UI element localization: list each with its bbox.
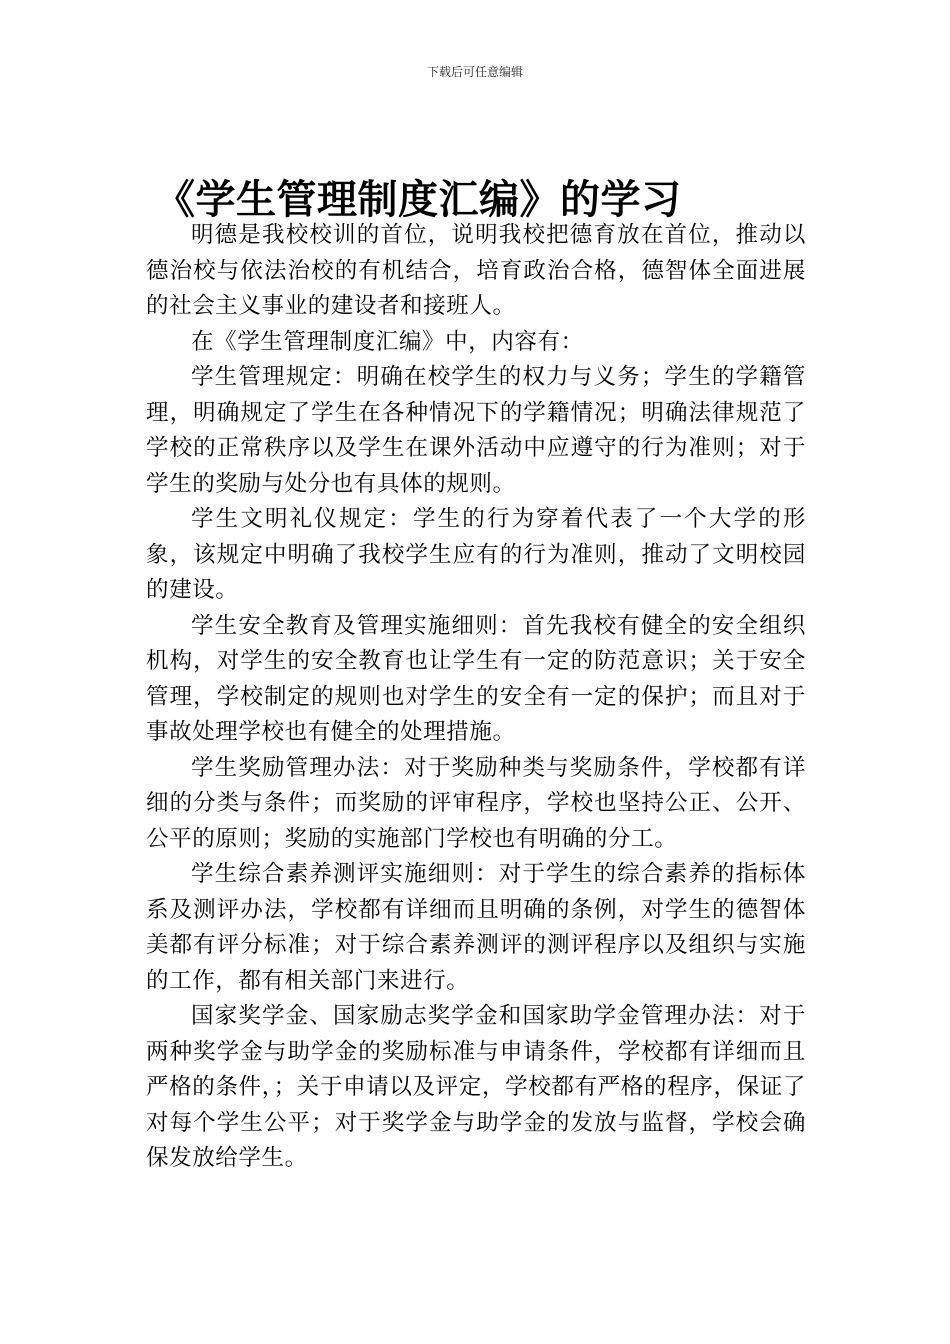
paragraph-scholarship-management: 国家奖学金、国家励志奖学金和国家助学金管理办法：对于两种奖学金与助学金的奖励标准与申请条件，学校都有详细而且严格的条件，；关于申请以及评定，学校都有严格的程序，保证了对每个学生公平；对于奖学金与助学金的发放与监督，学校会确保发放给学生。 bbox=[146, 1003, 806, 1171]
paragraph-intro: 明德是我校校训的首位，说明我校把德育放在首位，推动以德治校与依法治校的有机结合，培育政治合格，德智体全面进展的社会主义事业的建设者和接班人。 bbox=[146, 222, 806, 319]
paragraph-student-management-rules: 学生管理规定：明确在校学生的权力与义务；学生的学籍管理，明确规定了学生在各种情况下的学籍情况；明确法律规范了学校的正常秩序以及学生在课外活动中应遵守的行为准则；对于学生的奖励与处分也有具体的规则。 bbox=[146, 364, 806, 497]
paragraph-etiquette-rules: 学生文明礼仪规定：学生的行为穿着代表了一个大学的形象，该规定中明确了我校学生应有的行为准则，推动了文明校园的建设。 bbox=[146, 506, 806, 603]
paragraph-award-management: 学生奖励管理办法：对于奖励种类与奖励条件，学校都有详细的分类与条件；而奖励的评审程序，学校也坚持公正、公开、公平的原则；奖励的实施部门学校也有明确的分工。 bbox=[146, 754, 806, 852]
paragraph-contents-lead: 在《学生管理制度汇编》中，内容有： bbox=[191, 328, 584, 355]
document-title: 《学生管理制度汇编》的学习 bbox=[155, 176, 682, 223]
paragraph-safety-education: 学生安全教育及管理实施细则：首先我校有健全的安全组织机构，对学生的安全教育也让学生有一定的防范意识；关于安全管理，学校制定的规则也对学生的安全有一定的保护；而且对于事故处理学校也有健全的处理措施。 bbox=[146, 612, 806, 745]
document-body bbox=[146, 218, 806, 1177]
paragraph-quality-evaluation: 学生综合素养测评实施细则：对于学生的综合素养的指标体系及测评办法，学校都有详细而且明确的条例，对学生的德智体美都有评分标准；对于综合素养测评的测评程序以及组织与实施的工作，都有相关部门来进行。 bbox=[146, 861, 806, 994]
page-header-note: 下载后可任意编辑 bbox=[426, 65, 523, 79]
